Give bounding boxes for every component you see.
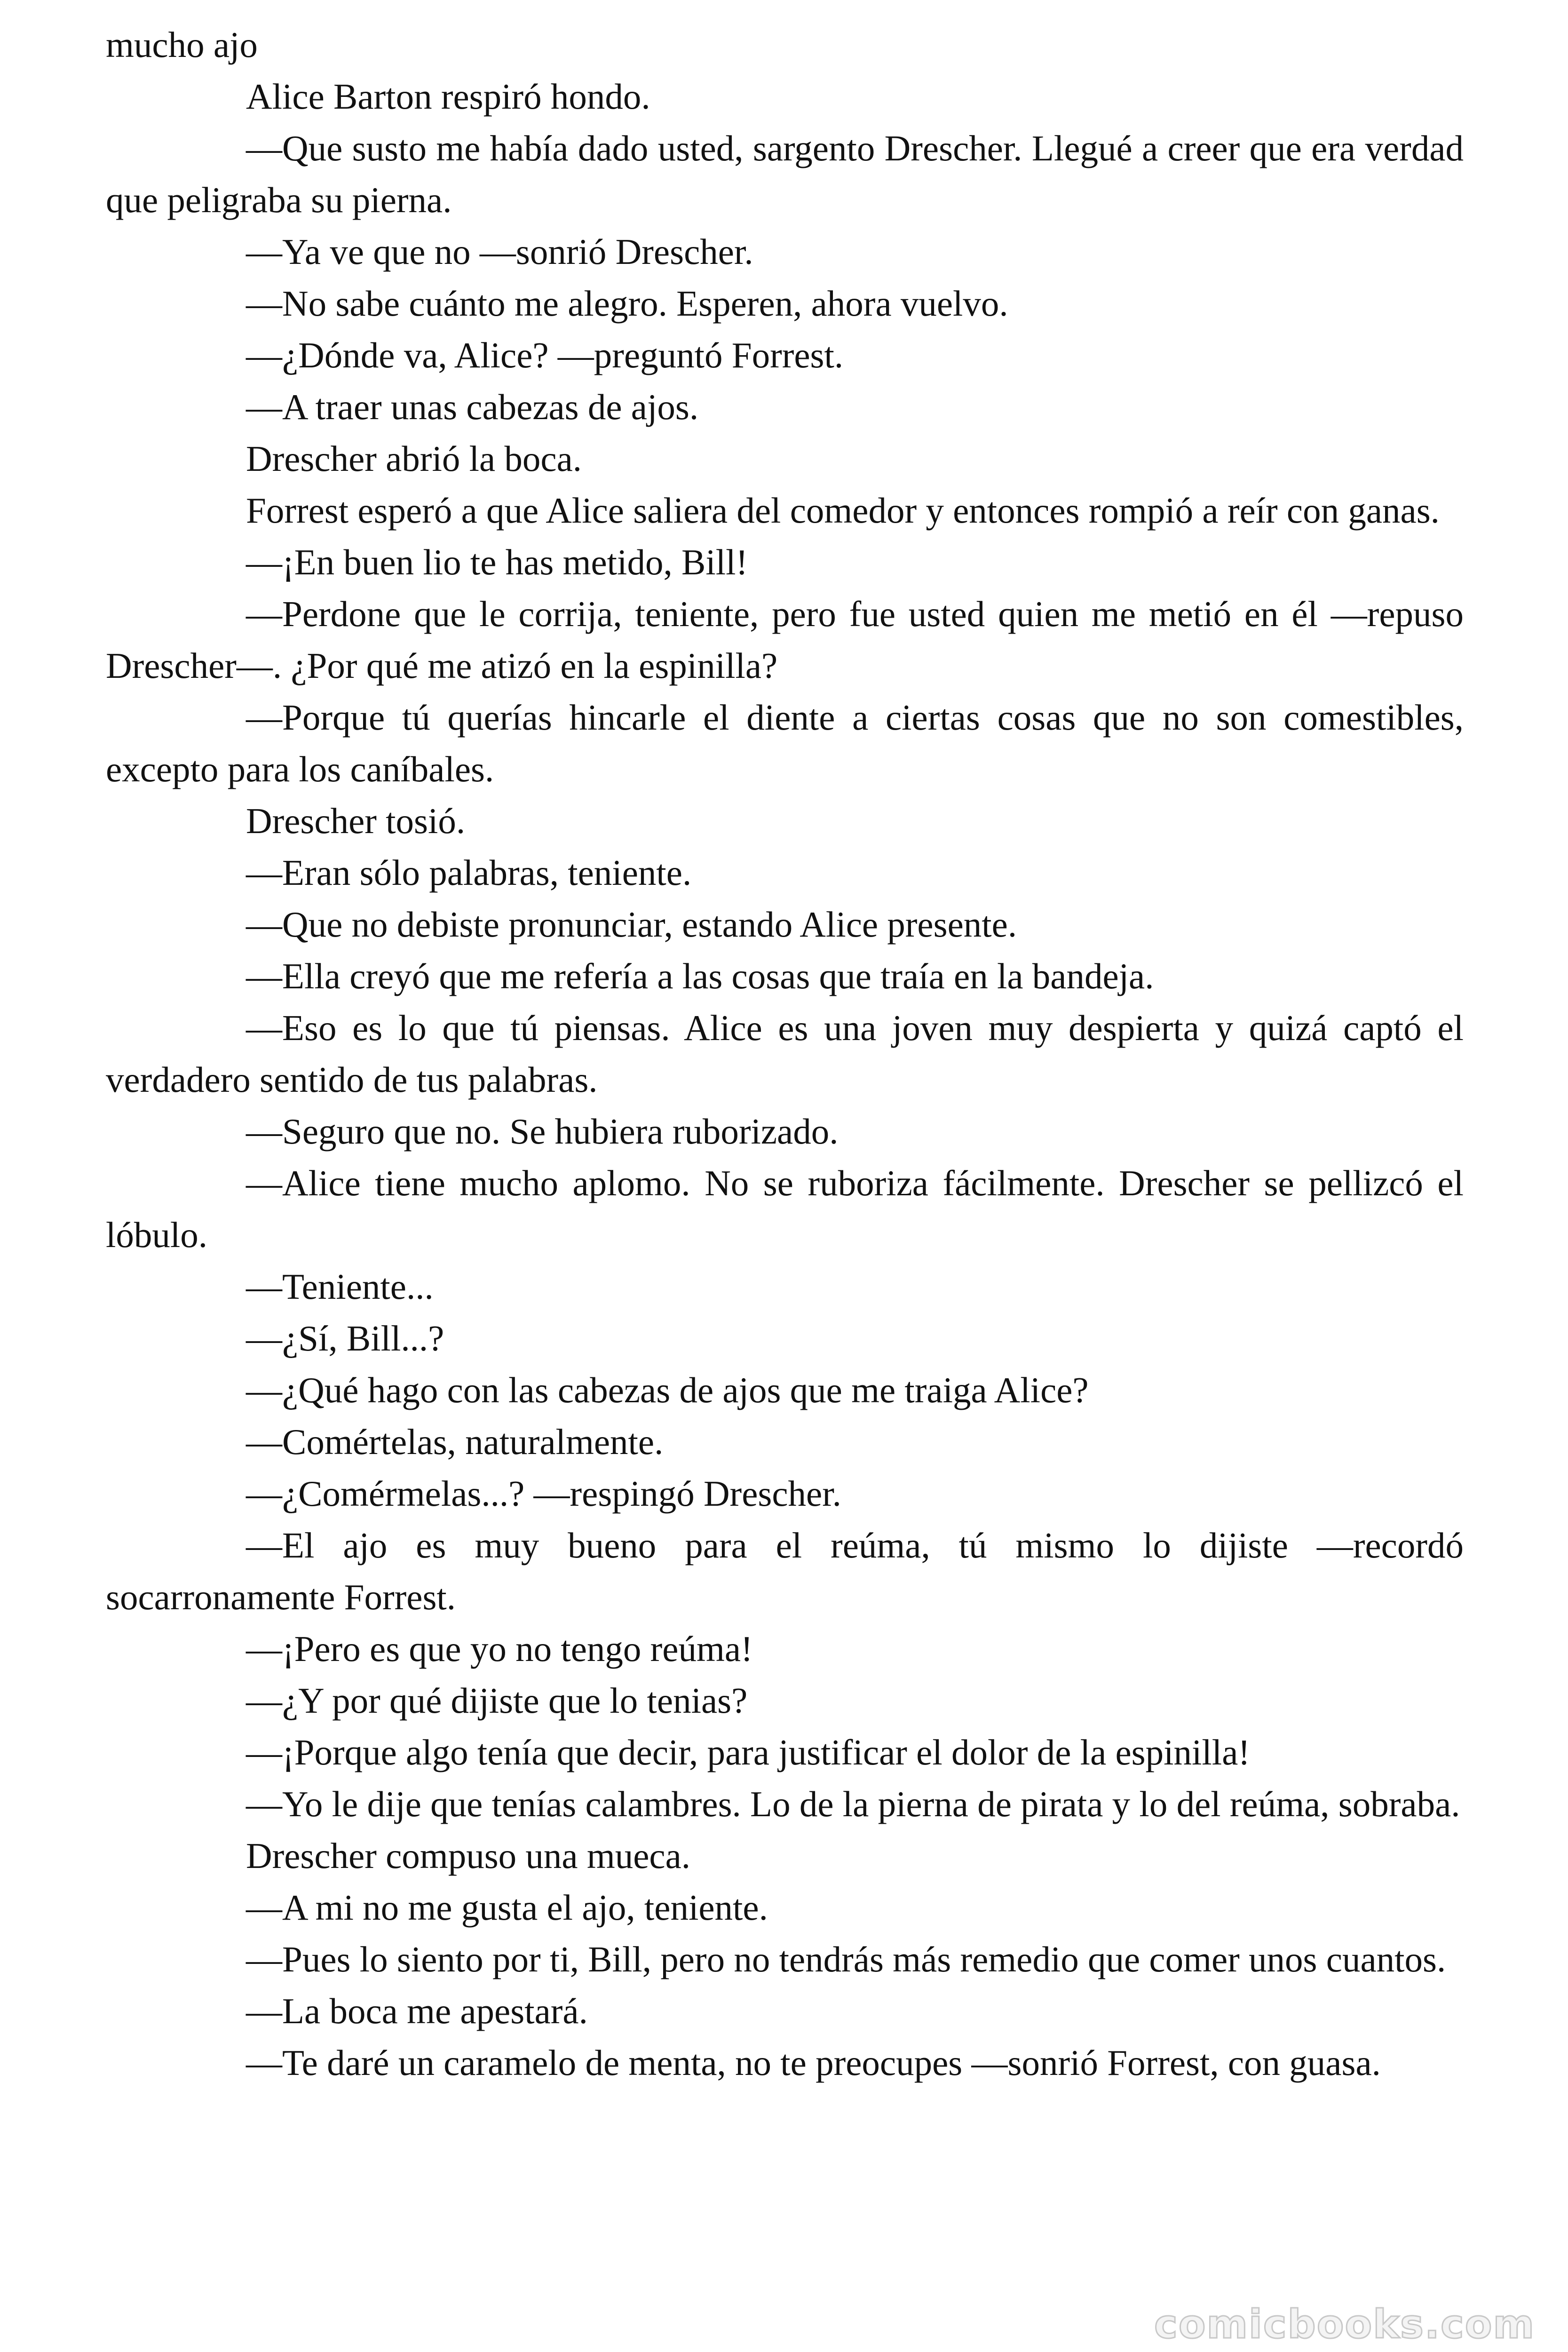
paragraph: —¡Porque algo tenía que decir, para justificar el dolor de la espinilla! <box>246 1732 1251 1772</box>
paragraph: —Ella creyó que me refería a las cosas que traía en la bandeja. <box>246 956 1154 996</box>
paragraph: —A mi no me gusta el ajo, teniente. <box>246 1887 768 1928</box>
paragraph: —Alice tiene mucho aplomo. No se ruboriza fácilmente. Drescher se pellizcó el lóbulo. <box>106 1163 1464 1255</box>
paragraph: —¡Pero es que yo no tengo reúma! <box>246 1629 753 1669</box>
paragraph: —¿Qué hago con las cabezas de ajos que me traiga Alice? <box>246 1370 1089 1410</box>
paragraph: —Seguro que no. Se hubiera ruborizado. <box>246 1111 839 1152</box>
paragraph: Drescher tosió. <box>246 801 466 841</box>
paragraph: —Ya ve que no —sonrió Drescher. <box>246 231 753 272</box>
paragraph: —Porque tú querías hincarle el diente a ciertas cosas que no son comestibles, excepto para los caníbales. <box>106 697 1464 789</box>
paragraph: —Que no debiste pronunciar, estando Alice presente. <box>246 904 1017 945</box>
paragraph: —El ajo es muy bueno para el reúma, tú mismo lo dijiste —recordó socarronamente Forrest. <box>106 1525 1464 1617</box>
paragraph: —A traer unas cabezas de ajos. <box>246 387 699 427</box>
paragraph: —La boca me apestará. <box>246 1991 588 2031</box>
paragraph: Drescher compuso una mueca. <box>246 1836 691 1876</box>
paragraph: Forrest esperó a que Alice saliera del comedor y entonces rompió a reír con ganas. <box>246 490 1440 531</box>
paragraph: —Te daré un caramelo de menta, no te preocupes —sonrió Forrest, con guasa. <box>246 2042 1381 2083</box>
paragraph: —Eran sólo palabras, teniente. <box>246 852 692 893</box>
paragraph: —¿Y por qué dijiste que lo tenias? <box>246 1680 748 1721</box>
paragraph: —Pues lo siento por ti, Bill, pero no tendrás más remedio que comer unos cuantos. <box>246 1939 1446 1979</box>
paragraph: mucho ajo <box>106 24 258 65</box>
paragraph: —¡En buen lio te has metido, Bill! <box>246 542 748 582</box>
paragraph: —Comértelas, naturalmente. <box>246 1422 664 1462</box>
paragraph: —Yo le dije que tenías calambres. Lo de la pierna de pirata y lo del reúma, sobraba. <box>246 1784 1460 1824</box>
paragraph: —¿Sí, Bill...? <box>246 1318 444 1359</box>
paragraph: —No sabe cuánto me alegro. Esperen, ahora vuelvo. <box>246 283 1008 324</box>
paragraph: Drescher abrió la boca. <box>246 438 582 479</box>
paragraph: —Teniente... <box>246 1266 434 1307</box>
paragraph: —Que susto me había dado usted, sargento Drescher. Llegué a creer que era verdad que peligraba su pierna. <box>106 128 1464 220</box>
paragraph: —¿Dónde va, Alice? —preguntó Forrest. <box>246 335 844 375</box>
watermark-logo: comicbooks.com <box>1154 2301 1535 2347</box>
page-body <box>106 19 1464 2089</box>
paragraph: Alice Barton respiró hondo. <box>246 76 650 117</box>
paragraph: —Perdone que le corrija, teniente, pero fue usted quien me metió en él —repuso Drescher—. ¿Por qué me atizó en la espinilla? <box>106 594 1464 686</box>
paragraph: —¿Comérmelas...? —respingó Drescher. <box>246 1473 841 1514</box>
paragraph: —Eso es lo que tú piensas. Alice es una joven muy despierta y quizá captó el verdadero sentido de tus palabras. <box>106 1008 1464 1100</box>
